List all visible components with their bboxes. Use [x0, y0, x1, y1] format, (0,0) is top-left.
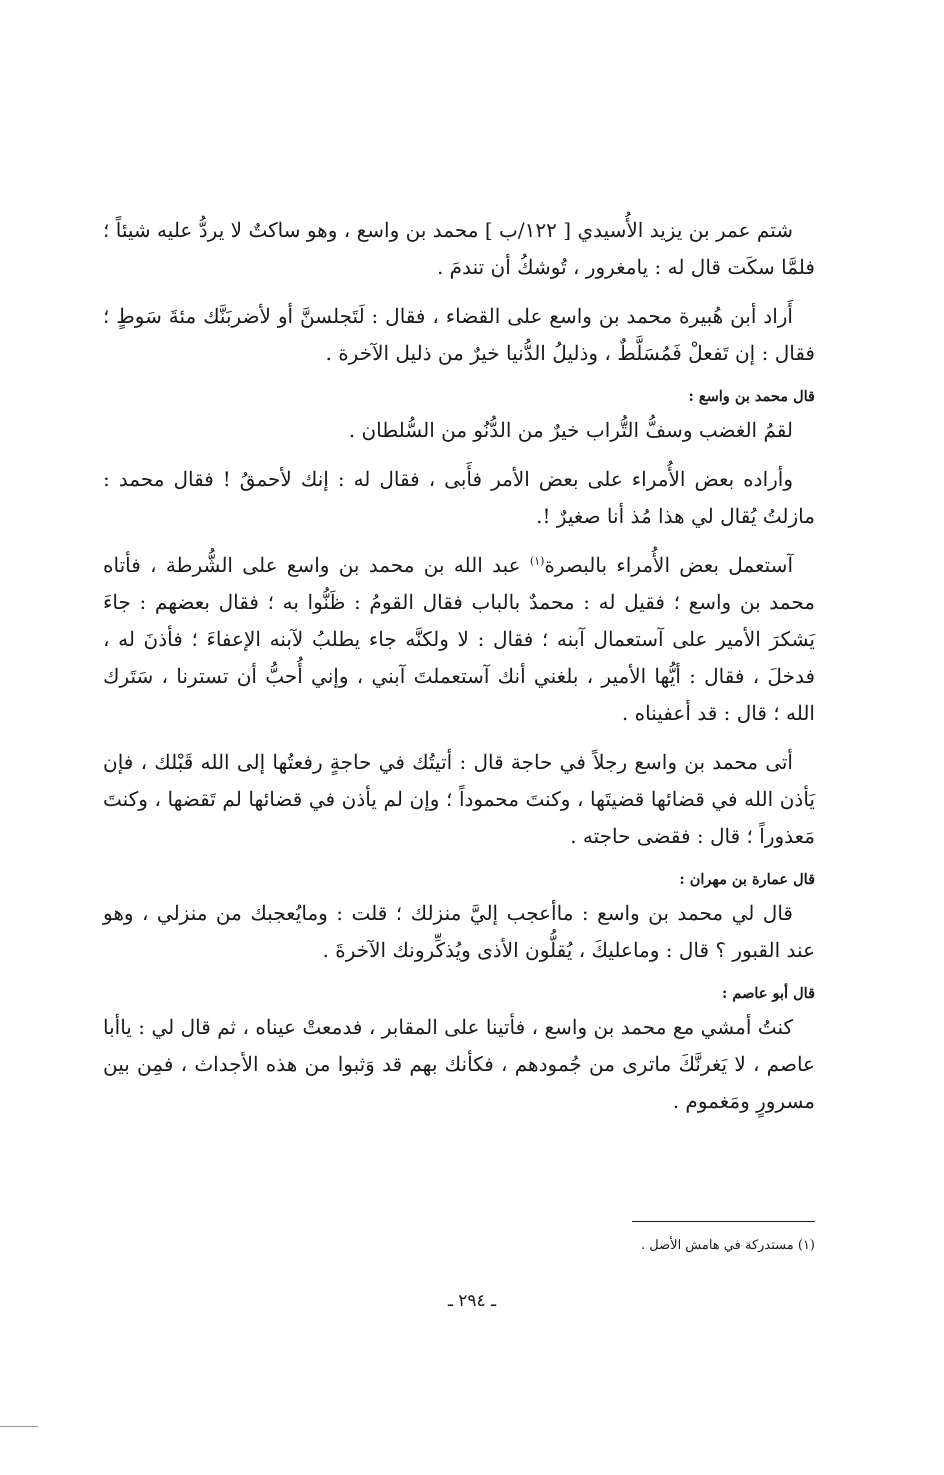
saying-sultan: لقمُ الغضب وسفُّ التُّراب خيرٌ من الدُّنُو من السُّلطان .: [348, 418, 793, 442]
section-heading-umara: قال عمارة بن مهران :: [679, 871, 815, 888]
paragraph-police: [103, 547, 815, 732]
footnote-text: (١) مستدركة في هامش الأصل .: [641, 1238, 815, 1253]
paragraph-police-rest: عبد الله بن محمد بن واسع على الشُّرطة ، فأتاه محمد بن واسع ؛ فقيل له : محمدٌ بالباب فقال القومُ : ظَنُّوا به ؛ فقال بعضهم : جاءَ يَشكرَ الأمير على آستعمال آبنه ؛ فقال : لا ولكنَّه جاء يطلبُ لآبنه الإعفاءَ ؛ فأذنَ له ، فدخلَ ، فقال : أيُّها الأمير ، بلغني أنك آستعملتَ آبني ، وإني أُحبُّ أن تسترنا ، سَتَرك الله ؛ قال : قد أعفيناه .: [103, 553, 815, 725]
footnote-marker: (١): [529, 554, 545, 568]
scan-edge-mark: [0, 1426, 38, 1427]
paragraph-insult: شتم عمر بن يزيد الأُسيدي [ ١٢٢/ب ] محمد بن واسع ، وهو ساكتٌ لا يردُّ عليه شيئاً ؛ فلمَّا سكَت قال له : يامغرور ، تُوشكُ أن تندمَ .: [103, 218, 815, 279]
paragraph-graves: كنتُ أمشي مع محمد بن واسع ، فأتينا على المقابر ، فدمعتْ عيناه ، ثم قال لي : ياأبا عاصم ، لا يَغرنَّكَ ماترى من جُمودهم ، فكأنك بهم قد وَثبوا من هذه الأجداث ، فمِن بين مسرورٍ ومَغموم .: [103, 1015, 815, 1113]
paragraph-house: قال لي محمد بن واسع : ماأعجب إليَّ منزلك ؛ قلت : ومايُعجبك من منزلي ، وهو عند القبور ؟ قال : وماعليكَ ، يُقلُّون الأذى ويُذكِّرونك الآخرةَ .: [103, 901, 815, 962]
page-body: [103, 212, 815, 1132]
paragraph-foolish: وأراده بعض الأُمراء على بعض الأمر فأَبى ، فقال له : إنك لأحمقُ ! فقال محمد : مازلتُ يُقال لي هذا مُذ أنا صغيرٌ !.: [103, 467, 815, 528]
footnote-divider: [632, 1221, 815, 1222]
paragraph-police-start: آستعمل بعض الأُمراء بالبصرة: [544, 553, 793, 577]
section-heading-abu-asim: قال أبو عاصم :: [722, 985, 815, 1002]
paragraph-request: أتى محمد بن واسع رجلاً في حاجة قال : أتيتُك في حاجةٍ رفعتُها إلى الله قَبْلك ، فإن يَأذن الله في قضائها قضيتَها ، وكنتَ محموداً ؛ وإن لم يأذن في قضائها لم تَقضها ، وكنتَ مَعذوراً ؛ قال : فقضى حاجته .: [103, 750, 815, 848]
paragraph-judgeship: أَراد أبن هُبيرة محمد بن واسع على القضاء ، فقال : لَتَجلسنَّ أو لأضربَنَّك مئةَ سَوطٍ ؛ فقال : إن تَفعلْ فَمُسَلَّطٌ ، وذليلُ الدُّنيا خيرٌ من ذليل الآخرة .: [103, 304, 815, 365]
section-heading-ibn-wasi: قال محمد بن واسع :: [688, 388, 815, 405]
page-number: ـ ٢٩٤ ـ: [447, 1291, 497, 1311]
